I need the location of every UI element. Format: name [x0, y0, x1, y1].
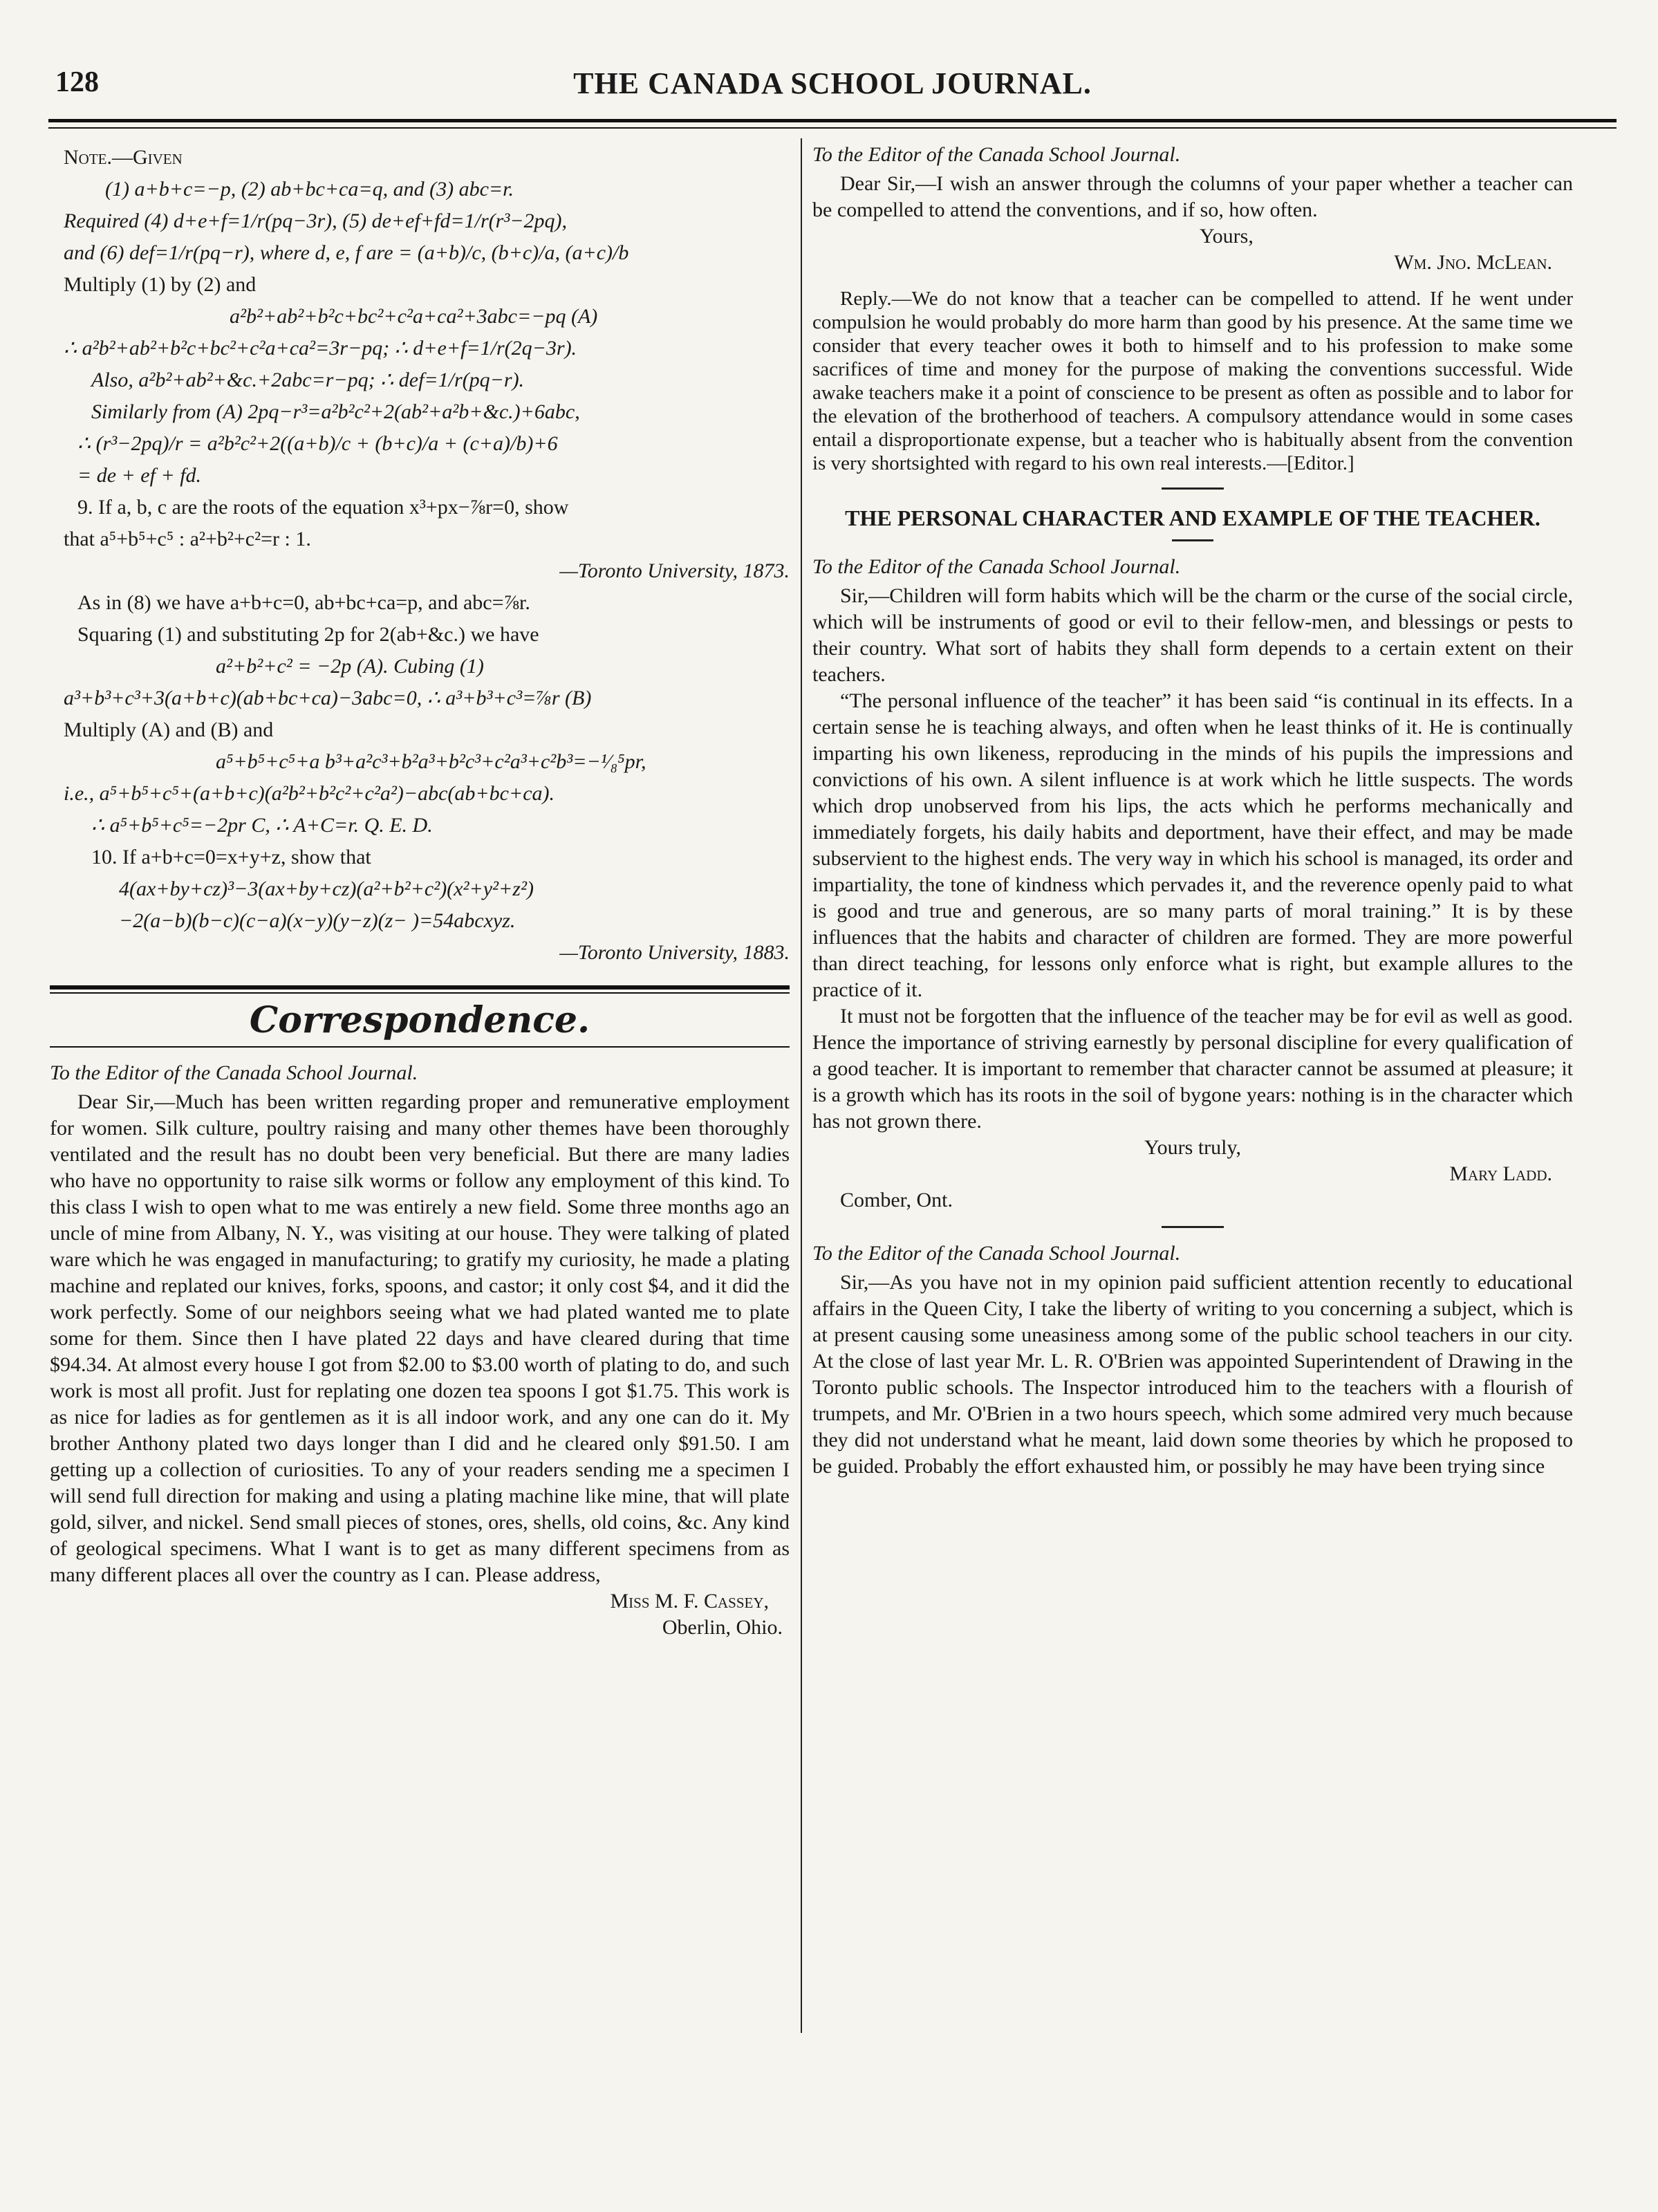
- letter-place: Oberlin, Ohio.: [662, 1616, 783, 1639]
- math-line: 10. If a+b+c=0=x+y+z, show that: [91, 846, 371, 868]
- math-line: i.e., a⁵+b⁵+c⁵+(a+b+c)(a²b²+b²c²+c²a²)−abc(ab+bc+ca).: [64, 782, 555, 805]
- article-place: Comber, Ont.: [840, 1189, 953, 1211]
- math-line: = de + ef + fd.: [77, 464, 202, 487]
- math-line: −2(a−b)(b−c)(c−a)(x−y)(y−z)(z− )=54abcxyz.: [119, 909, 516, 932]
- math-source: —Toronto University, 1873.: [559, 559, 790, 582]
- letter-addressee: To the Editor of the Canada School Journal.: [50, 1061, 418, 1084]
- journal-title: THE CANADA SCHOOL JOURNAL.: [573, 66, 1092, 100]
- left-column: [50, 142, 790, 1641]
- question-addressee: To the Editor of the Canada School Journal.: [812, 143, 1181, 166]
- math-line: Similarly from (A) 2pq−r³=a²b²c²+2(ab²+a²b+&c.)+6abc,: [91, 400, 580, 423]
- section-rule-heavy: [50, 985, 790, 989]
- article-paragraph: It must not be forgotten that the influence of the teacher may be for evil as well as good. Hence the importance of striving earnestly by personal discipline for every qualification of a good teacher. It is important to remember that character cannot be assumed at pleasure; it is a growth which has its roots in the soil of bygone years: nothing is in the character which has not grown there.: [812, 1005, 1573, 1133]
- header-rule-thin: [48, 127, 1617, 129]
- question-yours: Yours,: [1200, 225, 1254, 248]
- math-line: a²+b²+c² = −2p (A). Cubing (1): [216, 655, 484, 678]
- column-divider: [801, 138, 802, 2033]
- separator-rule: [1162, 487, 1224, 490]
- math-problems: [50, 142, 790, 969]
- letter-body: Dear Sir,—Much has been written regarding proper and remunerative employment for women. Silk culture, poultry raising and many other themes have been thoroughly ventilated and the result has no doubt been very beneficial. But there are many ladies who have no opportunity to raise silk worms or follow any employment of this kind. To this class I wish to open what to me was entirely a new field. Some three months ago an uncle of mine from Albany, N. Y., was visiting at our house. They were talking of plated ware which he was engaged in manufacturing; to gratify my curiosity, he made a plating machine and replated our knives, forks, spoons, and castor; it only cost $4, and it did the work perfectly. Some of our neighbors seeing what we had plated wanted me to plate some for them. Since then I have plated 22 days and have cleared during that time $94.34. At almost every house I got from $2.00 to $3.00 worth of plating to do, and such work is most all profit. Just for replating one dozen tea spoons I got $1.75. This work is as nice for ladies as for gentlemen as it is all indoor work, and any one can do it. My brother Anthony plated two days longer than I did and he cleared only $91.50. I am getting up a collection of curiosities. To any of your readers sending me a specimen I will send full direction for making and using a plating machine like mine, that will plate gold, silver, and nickel. Send small pieces of stones, ores, shells, old coins, &c. Any kind of geological specimens. What I want is to get as many different specimens from as many different places all over the country as I can. Please address,: [50, 1090, 790, 1586]
- math-line: Multiply (1) by (2) and: [64, 273, 257, 296]
- math-line: ∴ a⁵+b⁵+c⁵=−2pr C, ∴ A+C=r. Q. E. D.: [91, 814, 433, 837]
- question-signature: Wm. Jno. McLean.: [1394, 251, 1552, 274]
- math-line: ∴ (r³−2pq)/r = a²b²c²+2((a+b)/c + (b+c)/a + (c+a)/b)+6: [77, 432, 558, 455]
- section-rule-thin: [50, 992, 790, 994]
- question-body: Dear Sir,—I wish an answer through the columns of your paper whether a teacher can be compelled to attend the conventions, and if so, how often.: [812, 172, 1573, 221]
- math-line: Multiply (A) and (B) and: [64, 718, 274, 741]
- separator-rule: [1172, 539, 1213, 541]
- article-signature: Mary Ladd.: [1449, 1162, 1552, 1185]
- math-line: a²b²+ab²+b²c+bc²+c²a+ca²+3abc=−pq (A): [230, 305, 598, 328]
- math-line: (1) a+b+c=−p, (2) ab+bc+ca=q, and (3) abc=r.: [105, 178, 514, 201]
- separator-rule: [1162, 1226, 1224, 1228]
- math-line: 4(ax+by+cz)³−3(ax+by+cz)(a²+b²+c²)(x²+y²+z²): [119, 877, 534, 900]
- section-title: Correspondence.: [249, 999, 590, 1041]
- article-yours: Yours truly,: [1144, 1136, 1242, 1159]
- page-header: [48, 66, 1617, 114]
- article-paragraph: Sir,—Children will form habits which will be the charm or the curse of the social circle, which will be instruments of good or evil to their fellow-men, and blessings or pests to their country. What sort of habits they shall form depends to a certain extent on their teachers.: [812, 584, 1573, 686]
- math-line: Also, a²b²+ab²+&c.+2abc=r−pq; ∴ def=1/r(pq−r).: [91, 369, 525, 391]
- math-line: As in (8) we have a+b+c=0, ab+bc+ca=p, and abc=⅞r.: [77, 591, 530, 614]
- math-line: Squaring (1) and substituting 2p for 2(ab+&c.) we have: [77, 623, 539, 646]
- article-addressee: To the Editor of the Canada School Journal.: [812, 555, 1181, 578]
- section-rule: [50, 1046, 790, 1048]
- math-line: a⁵+b⁵+c⁵+a b³+a²c³+b²a³+b²c³+c²a³+c²b³=−¹⁄₈⁵pr,: [216, 750, 646, 773]
- letter-signature: Miss M. F. Cassey,: [610, 1590, 769, 1612]
- last-letter-body: Sir,—As you have not in my opinion paid sufficient attention recently to educational affairs in the Queen City, I take the liberty of writing to you concerning a subject, which is at present causing some uneasiness among some of the public school teachers in our city. At the close of last year Mr. L. R. O'Brien was appointed Superintendent of Drawing in the Toronto public schools. The Inspector introduced him to the teachers with a flourish of trumpets, and Mr. O'Brien in a two hours speech, which some admired very much because they did not understand what he meant, laid down some theories by which he proposed to be guided. Probably the effort exhausted him, or possibly he may have been trying since: [812, 1271, 1573, 1478]
- math-line: 9. If a, b, c are the roots of the equation x³+px−⅞r=0, show: [77, 496, 569, 519]
- last-letter-addressee: To the Editor of the Canada School Journal.: [812, 1242, 1181, 1265]
- right-column: [812, 142, 1573, 1480]
- math-line: ∴ a²b²+ab²+b²c+bc²+c²a+ca²=3r−pq; ∴ d+e+f=1/r(2q−3r).: [64, 337, 577, 360]
- math-line: a³+b³+c³+3(a+b+c)(ab+bc+ca)−3abc=0, ∴ a³+b³+c³=⅞r (B): [64, 687, 592, 709]
- page-number: 128: [55, 66, 99, 98]
- editor-reply: Reply.—We do not know that a teacher can be compelled to attend. If he went under compulsion he would probably do more harm than good by his presence. At the same time we consider that every teacher owes it both to himself and to his profession to make some sacrifices of time and money for the purpose of making the conventions successful. Wide awake teachers make it a point of conscience to be present as often as possible and to labor for the elevation of the brotherhood of teachers. A compulsory attendance would in some cases entail a disproportionate expense, but a teacher who is habitually absent from the convention is very shortsighted with regard to his own real interests.—[Editor.]: [812, 288, 1573, 474]
- math-line: that a⁵+b⁵+c⁵ : a²+b²+c²=r : 1.: [64, 528, 311, 550]
- article-title: THE PERSONAL CHARACTER AND EXAMPLE OF THE TEACHER.: [845, 505, 1540, 530]
- math-line: and (6) def=1/r(pq−r), where d, e, f are = (a+b)/c, (b+c)/a, (a+c)/b: [64, 241, 629, 264]
- math-source: —Toronto University, 1883.: [559, 941, 790, 964]
- header-rule-thick: [48, 119, 1617, 122]
- article-paragraph: “The personal influence of the teacher” it has been said “is continual in its effects. In a certain sense he is teaching always, and often when he least thinks of it. He is continually imparting his own likeness, reproducing in the minds of his pupils the impressions and convictions of his own. A silent influence is at work which he little suspects. The words which drop unobserved from his lips, the acts which he performs mechanically and immediately forgets, his daily habits and deportment, have their effect, and may be made subservient to the highest ends. The very way in which his school is managed, its order and impartiality, the tone of kindness which pervades it, and the reverence openly paid to what is good and true and generous, are so many parts of moral training.” It is by these influences that the habits and character of children are formed. They are more powerful than direct teaching, for lessons only enforce what is right, but example allures to the practice of it.: [812, 689, 1573, 1001]
- math-line: Note.—Given: [64, 146, 183, 169]
- math-line: Required (4) d+e+f=1/r(pq−3r), (5) de+ef+fd=1/r(r³−2pq),: [64, 210, 568, 232]
